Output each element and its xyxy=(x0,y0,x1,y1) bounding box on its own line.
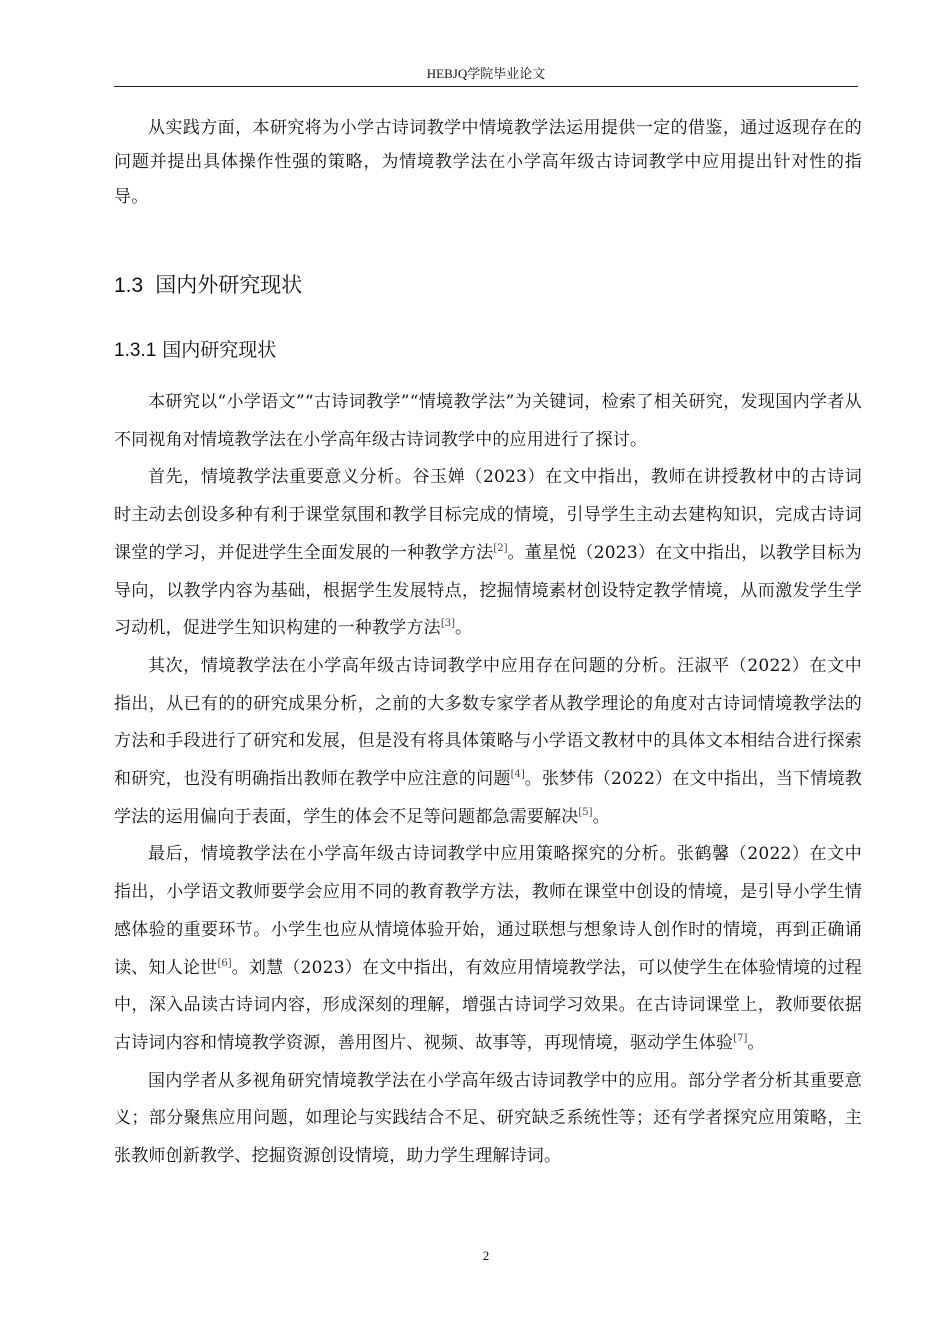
domestic-research-body xyxy=(114,384,862,1176)
section-number: 1.3 xyxy=(114,274,144,297)
subsection-number: 1.3.1 xyxy=(114,340,157,361)
paragraph-significance xyxy=(114,459,862,648)
paragraph-summary: 国内学者从多视角研究情境教学法在小学高年级古诗词教学中的应用。部分学者分析其重要意义；部分聚焦应用问题，如理论与实践结合不足、研究缺乏系统性等；还有学者探究应用策略，主张教师创新教学、挖掘资源创设情境，助力学生理解诗词。 xyxy=(114,1070,862,1167)
paragraph-strategies xyxy=(114,836,862,1062)
paragraph-text: 。 xyxy=(454,618,473,639)
paragraph-text: 。张梦伟（2022）在文中指出，当下情境教学法的运用偏向于表面，学生的体会不足等问题都急需要解决 xyxy=(114,769,862,827)
citation-ref[interactable]: [5] xyxy=(578,806,593,818)
citation-ref[interactable]: [7] xyxy=(733,1032,748,1044)
intro-paragraph: 从实践方面，本研究将为小学古诗词教学中情境教学法运用提供一定的借鉴，通过返现存在的问题并提出具体操作性强的策略，为情境教学法在小学高年级古诗词教学中应用提出针对性的指导。 xyxy=(114,118,862,207)
citation-ref[interactable]: [3] xyxy=(440,618,455,630)
section-title: 国内外研究现状 xyxy=(155,273,303,297)
paragraph-text: 最后，情境教学法在小学高年级古诗词教学中应用策略探究的分析。张鹤馨（2022）在文中指出，小学语文教师要学会应用不同的教育教学方法，教师在课堂中创设的情境，是引导小学生情感体验的重要环节。小学生也应从情境体验开始，通过联想与想象诗人创作时的情境，再到正确诵读、知人论世 xyxy=(114,844,862,978)
citation-ref[interactable]: [6] xyxy=(217,957,232,969)
page-number: 2 xyxy=(482,1248,490,1263)
paragraph-keywords: 本研究以“小学语文”“古诗词教学”“情境教学法”为关键词，检索了相关研究，发现国内学者从不同视角对情境教学法在小学高年级古诗词教学中的应用进行了探讨。 xyxy=(114,392,862,450)
paragraph-text: 。 xyxy=(747,1032,765,1053)
citation-ref[interactable]: [4] xyxy=(510,769,525,781)
subsection-heading xyxy=(114,336,276,365)
paragraph-text: 。 xyxy=(592,806,610,827)
citation-ref[interactable]: [2] xyxy=(493,542,508,554)
paragraph-text: 其次，情境教学法在小学高年级古诗词教学中应用存在问题的分析。汪淑平（2022）在文中指出，从已有的的研究成果分析，之前的大多数专家学者从教学理论的角度对古诗词情境教学法的方法和手段进行了研究和发展，但是没有将具体策略与小学语文教材中的具体文本相结合进行探索和研究，也没有明确指出教师在教学中应注意的问题 xyxy=(114,655,862,790)
paragraph-text: 。董星悦（2023）在文中指出，以教学目标为导向，以教学内容为基础，根据学生发展特点，挖掘情境素材创设特定教学情境，从而激发学生学习动机，促进学生知识构建的一种教学方法 xyxy=(114,542,862,639)
paragraph-text: 。刘慧（2023）在文中指出，有效应用情境教学法，可以使学生在体验情境的过程中，深入品读古诗词内容，形成深刻的理解，增强古诗词学习效果。在古诗词课堂上，教师要依据古诗词内容和情境教学资源，善用图片、视频、故事等，再现情境，驱动学生体验 xyxy=(114,957,862,1053)
intro-section xyxy=(114,111,862,214)
section-heading xyxy=(114,270,302,301)
subsection-title: 国内研究现状 xyxy=(162,339,277,361)
paragraph-problems xyxy=(114,648,862,837)
header-rule xyxy=(114,86,858,87)
paragraph-text: 首先，情境教学法重要意义分析。谷玉婵（2023）在文中指出，教师在讲授教材中的古诗词时主动去创设多种有利于课堂氛围和教学目标完成的情境，引导学生主动去建构知识，完成古诗词课堂的学习，并促进学生全面发展的一种教学方法 xyxy=(114,467,862,563)
running-header: HEBJQ学院毕业论文 xyxy=(426,66,546,81)
